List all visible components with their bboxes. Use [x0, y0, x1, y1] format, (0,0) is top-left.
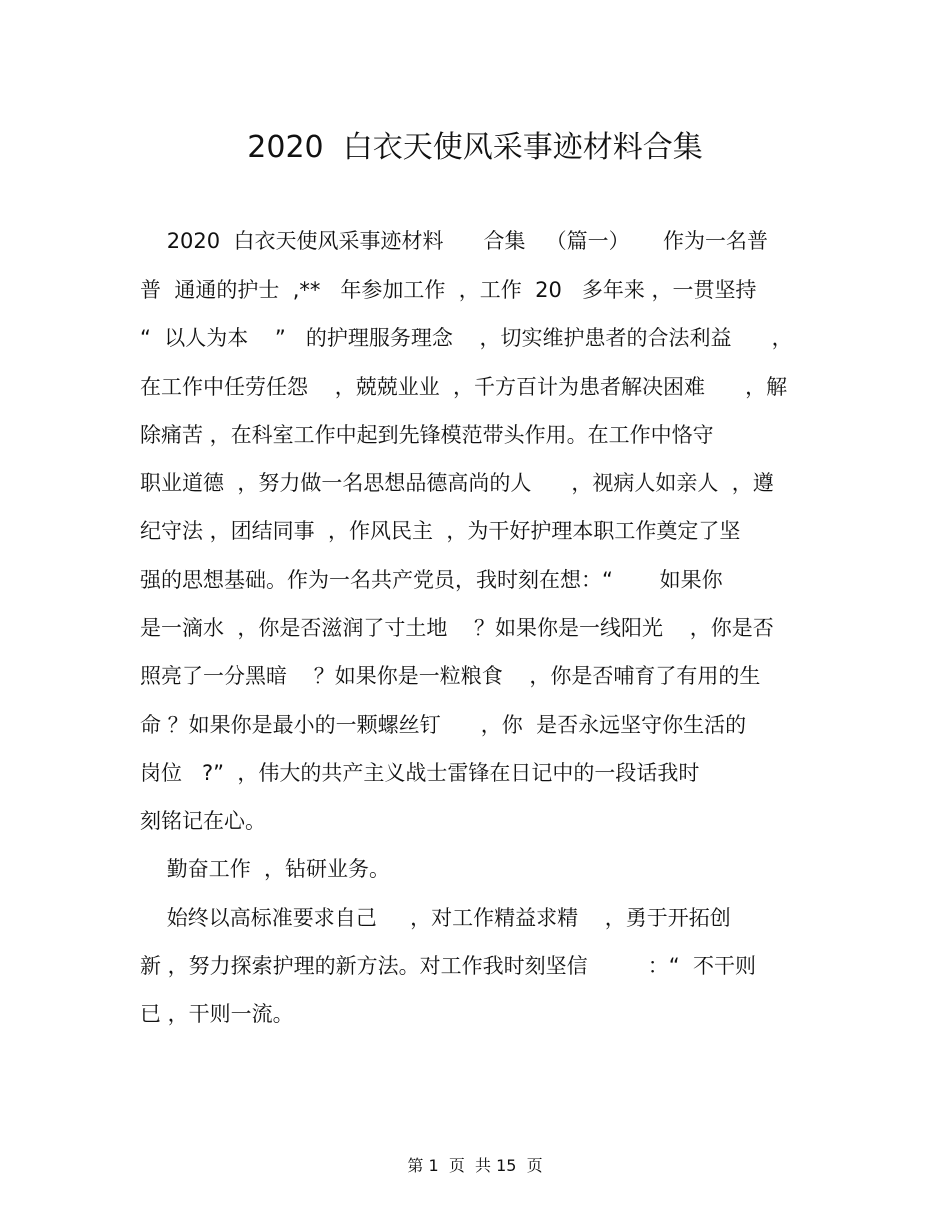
body-text-line: 职业道德 ，努力做一名思想品德高尚的人 ，视病人如亲人 ，遵 — [140, 471, 774, 495]
body-text-line: 除痛苦 ，在科室工作中起到先锋模范带头作用。在工作中恪守 — [140, 423, 714, 447]
body-text-line: 照亮了一分黑暗 ？如果你是一粒粮食 ，你是否哺育了有用的生 — [140, 664, 761, 688]
body-text-line: “ 以人为本 ” 的护理服务理念 ，切实维护患者的合法利益 ， — [140, 326, 793, 350]
body-text-line: 刻铭记在心。 — [140, 809, 266, 833]
document-title: 2020 白衣天使风采事迹材料合集 — [247, 130, 703, 165]
body-text-line: 勤奋工作 ，钻研业务。 — [140, 857, 391, 881]
body-text-line: 新 ，努力探索护理的新方法。对工作我时刻坚信 ：“ 不干则 — [140, 954, 756, 978]
page-number-footer: 第 1 页 共 15 页 — [407, 1156, 543, 1175]
body-text-line: 普 通通的护士 ,** 年参加工作 ，工作 20 多年来 ，一贯坚持 — [140, 278, 757, 302]
body-text-line: 在工作中任劳任怨 ，兢兢业业 ，千方百计为患者解决困难 ，解 — [140, 375, 788, 399]
body-text-line: 纪守法 ，团结同事 ，作风民主 ，为干好护理本职工作奠定了坚 — [140, 519, 741, 543]
body-text-line: 已 ，干则一流。 — [140, 1002, 294, 1026]
body-text-line: 是一滴水 ，你是否滋润了寸土地 ？如果你是一线阳光 ，你是否 — [140, 616, 774, 640]
body-text-line: 强的思想基础。作为一名共产党员，我时刻在想：“ 如果你 — [140, 568, 723, 592]
body-text-line: 岗位 ?” ，伟大的共产主义战士雷锋在日记中的一段话我时 — [140, 761, 700, 785]
body-text-line: 命 ？如果你是最小的一颗螺丝钉 ，你 是否永远坚守你生活的 — [140, 713, 747, 737]
body-text-line: 2020 白衣天使风采事迹材料 合集 （篇一） 作为一名普 — [140, 229, 768, 253]
body-text-line: 始终以高标准要求自己 ，对工作精益求精 ，勇于开拓创 — [140, 906, 731, 930]
